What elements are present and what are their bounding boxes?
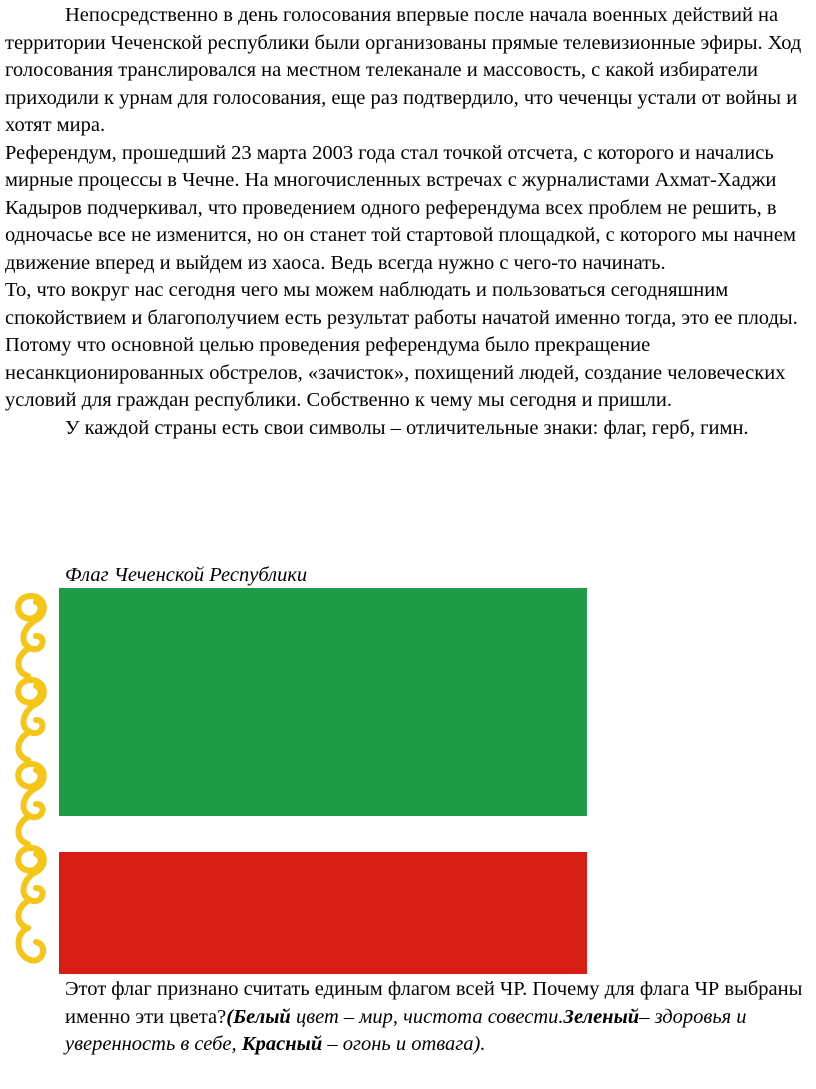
flag-ornament: [8, 592, 54, 974]
open-paren: (: [226, 1005, 234, 1028]
red-label: Красный: [241, 1033, 323, 1055]
red-description: – огонь и отвага).: [322, 1033, 486, 1055]
white-description: цвет – мир, чистота совести.: [290, 1005, 564, 1028]
paragraph-results: То, что вокруг нас сегодня чего мы можем наблюдать и пользоваться сегодняшним спокойствием и благополучием есть результат работы начатой именно тогда, это ее плоды. Потому что основной целью проведения референдума было прекращение несанкционированных обстрелов, «зачисток», похищений людей, создание человеческих условий для граждан республики. Собственно к чему мы сегодня и пришли.: [5, 279, 798, 411]
green-description: – здоровья и уверенность в себе,: [65, 1005, 747, 1055]
flag-white-stripe: [59, 816, 587, 852]
paragraph-symbols: У каждой страны есть свои символы – отличительные знаки: флаг, герб, гимн.: [65, 416, 749, 439]
paragraph-referendum: Референдум, прошедший 23 марта 2003 года стал точкой отсчета, с которого и начались мирные процессы в Чечне. На многочисленных встречах с журналистами Ахмат-Хаджи Кадыров подчеркивал, что проведением одного референдума всех проблем не решить, в одночасье все не изменится, но он станет той стартовой площадкой, с которого мы начнем движение вперед и выйдем из хаоса. Ведь всегда нужно с чего-то начинать.: [5, 141, 796, 274]
flag-description-intro: Этот флаг признано считать единым флагом всей ЧР. Почему для флага ЧР выбраны именно эти цвета?: [65, 978, 803, 1028]
green-label: Зеленый: [563, 1005, 640, 1028]
flag-green-stripe: [59, 588, 587, 816]
flag-red-stripe: [59, 852, 587, 974]
chechen-flag: [59, 588, 587, 974]
body-text: [5, 2, 810, 442]
flag-caption: Флаг Чеченской Республики: [65, 564, 308, 586]
paragraph-voting-day: Непосредственно в день голосования впервые после начала военных действий на территории Чеченской республики были организованы прямые телевизионные эфиры. Ход голосования транслировался на местном телеканале и массовость, с какой избиратели приходили к урнам для голосования, еще раз подтвердило, что чеченцы устали от войны и хотят мира.: [5, 4, 802, 136]
white-label: Белый: [233, 1005, 291, 1028]
flag-description: [65, 976, 815, 1059]
